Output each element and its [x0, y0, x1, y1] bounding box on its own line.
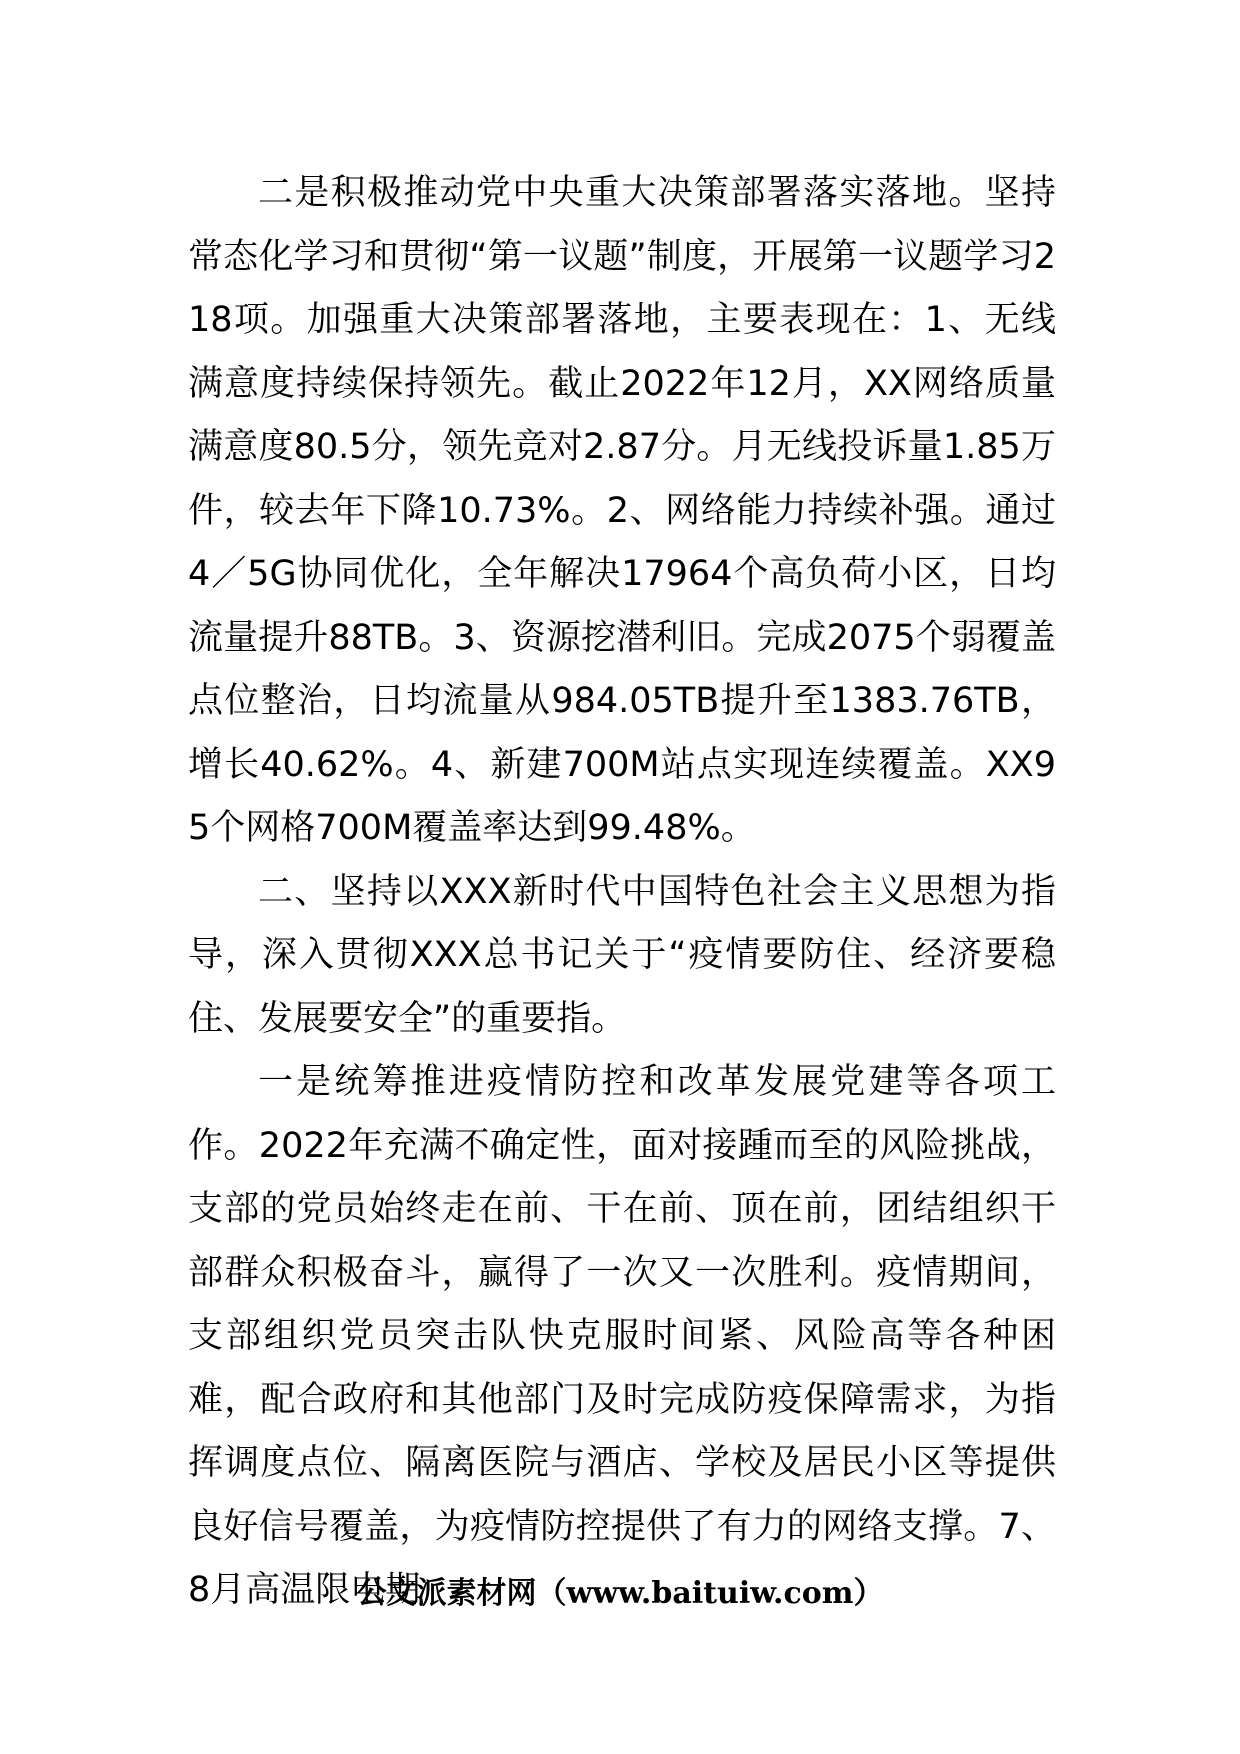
document-body: [188, 162, 1056, 1623]
paragraph-guiding-thought: 二、坚持以XXX新时代中国特色社会主义思想为指导，深入贯彻XXX总书记关于“疫情要防住、经济要稳住、发展要安全”的重要指。: [188, 871, 1056, 1039]
footer-watermark-text: 公文派素材网（www.baituiw.com）: [356, 1576, 884, 1611]
paragraph-epidemic-prevention: 一是统筹推进疫情防控和改革发展党建等各项工作。2022年充满不确定性，面对接踵而至的风险挑战，支部的党员始终走在前、干在前、顶在前，团结组织干部群众积极奋斗，赢得了一次又一次胜利。疫情期间，支部组织党员突击队快克服时间紧、风险高等各种困难，配合政府和其他部门及时完成防疫保障需求，为指挥调度点位、隔离医院与酒店、学校及居民小区等提供良好信号覆盖，为疫情防控提供了有力的网络支撑。7、8月高温限电期: [188, 1062, 1056, 1610]
paragraph-decision-implementation: 二是积极推动党中央重大决策部署落实落地。坚持常态化学习和贯彻“第一议题”制度，开展第一议题学习218项。加强重大决策部署落地，主要表现在：1、无线满意度持续保持领先。截止2022年12月，XX网络质量满意度80.5分，领先竞对2.87分。月无线投诉量1.85万件，较去年下降10.73%。2、网络能力持续补强。通过4／5G协同优化，全年解决17964个高负荷小区，日均流量提升88TB。3、资源挖潜利旧。完成2075个弱覆盖点位整治，日均流量从984.05TB提升至1383.76TB，增长40.62%。4、新建700M站点实现连续覆盖。XX95个网格700M覆盖率达到99.48%。: [188, 173, 1056, 848]
